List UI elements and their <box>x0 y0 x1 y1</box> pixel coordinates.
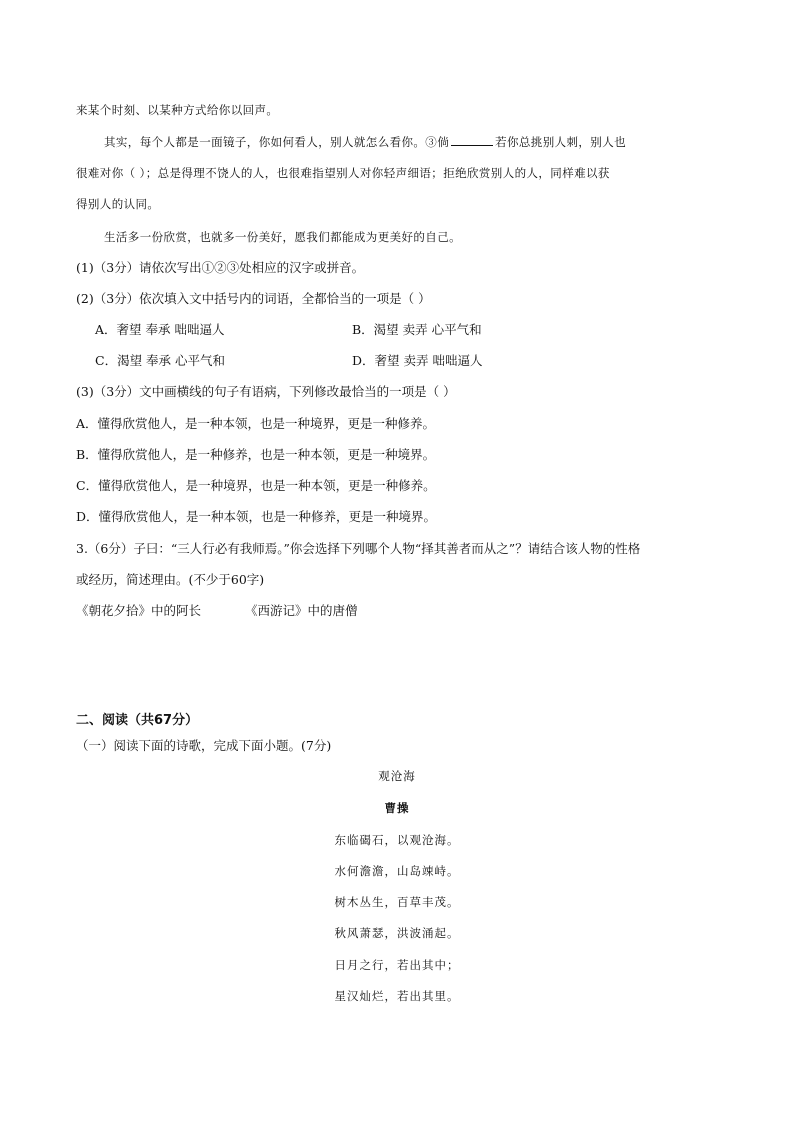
q3-option-c: C．懂得欣赏他人，是一种境界，也是一种本领，更是一种修养。 <box>76 478 436 493</box>
q3-option-d: D．懂得欣赏他人，是一种本领，也是一种修养，更是一种境界。 <box>76 509 437 524</box>
q2-option-d: D．奢望 卖弄 咄咄逼人 <box>352 353 483 368</box>
poem-line: 星汉灿烂，若出其里。 <box>334 989 460 1003</box>
q2-option-a: A．奢望 奉承 咄咄逼人 <box>95 322 225 337</box>
q4-choice-b: 《西游记》中的唐僧 <box>245 603 358 618</box>
section-subheading: （一）阅读下面的诗歌，完成下面小题。(7分) <box>76 738 332 753</box>
poem-line: 树木丛生，百草丰茂。 <box>334 895 460 909</box>
poem-line: 东临碣石，以观沧海。 <box>334 833 460 847</box>
q2-option-b: B．渴望 卖弄 心平气和 <box>352 322 482 337</box>
question-1: (1)（3分）请依次写出①②③处相应的汉字或拼音。 <box>76 260 365 275</box>
question-3: (3)（3分）文中画横线的句子有语病，下列修改最恰当的一项是（ ） <box>76 384 456 399</box>
passage-line <box>104 133 754 151</box>
passage-line: 生活多一份欣赏，也就多一份美好，愿我们都能成为更美好的自己。 <box>104 230 461 244</box>
passage-line: 得别人的认同。 <box>76 197 160 211</box>
section-heading: 二、阅读（共67分） <box>76 713 199 728</box>
fill-blank[interactable] <box>451 134 493 146</box>
q2-option-c: C．渴望 奉承 心平气和 <box>95 353 226 368</box>
passage-line: 很难对你（ ）；总是得理不饶人的人，也很难指望别人对你轻声细语；拒绝欣赏别人的人，同样难以获 <box>76 166 610 180</box>
poem-line: 秋风萧瑟，洪波涌起。 <box>334 926 460 940</box>
q4-choice-a: 《朝花夕拾》中的阿长 <box>76 603 202 618</box>
passage-text: 若你总挑别人刺，别人也 <box>495 135 627 149</box>
q3-option-a: A．懂得欣赏他人，是一种本领，也是一种境界，更是一种修养。 <box>76 416 436 431</box>
question-4: 3.（6分）子曰：“三人行必有我师焉。”你会选择下列哪个人物“择其善者而从之”？请结合该人物的性格 <box>76 541 641 556</box>
question-2: (2)（3分）依次填入文中括号内的词语，全都恰当的一项是（ ） <box>76 291 431 306</box>
poem-title: 观沧海 <box>378 769 416 783</box>
question-4-cont: 或经历，简述理由。(不少于60字) <box>76 572 265 587</box>
poem-line: 水何澹澹，山岛竦峙。 <box>334 864 460 878</box>
poem-line: 日月之行，若出其中； <box>334 958 460 972</box>
passage-text: 其实，每个人都是一面镜子，你如何看人，别人就怎么看你。③倘 <box>104 135 450 149</box>
q3-option-b: B．懂得欣赏他人，是一种修养，也是一种本领，更是一种境界。 <box>76 447 436 462</box>
poem-author: 曹操 <box>384 801 410 815</box>
passage-line: 来某个时刻、以某种方式给你以回声。 <box>76 103 279 117</box>
